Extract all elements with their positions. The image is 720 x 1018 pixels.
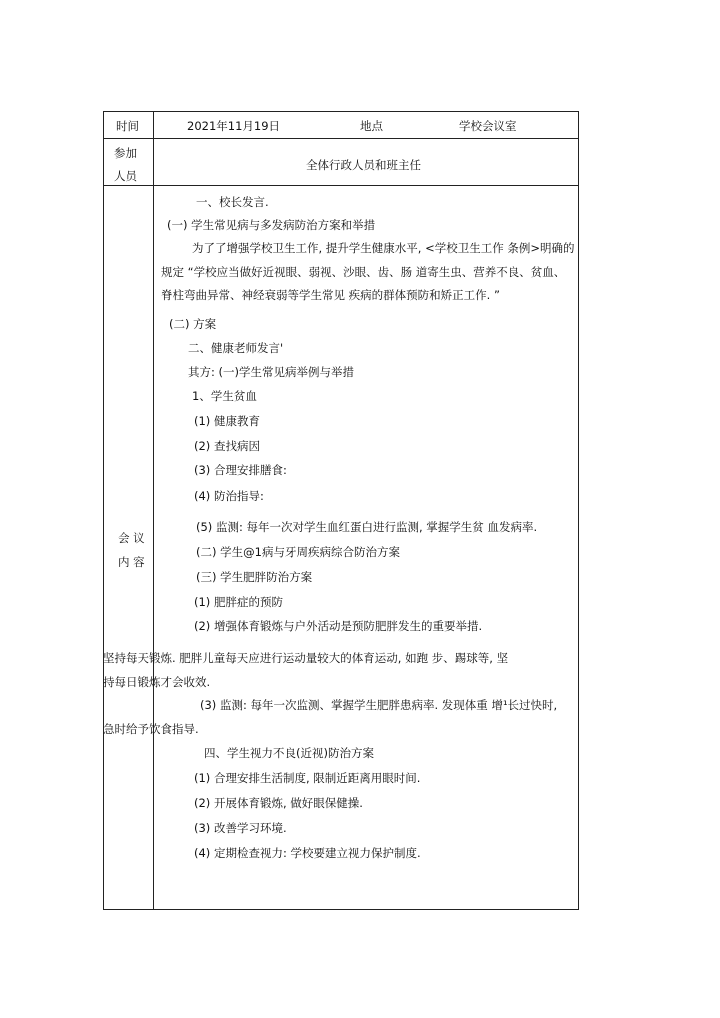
participants-value: 全体行政人员和班主任: [306, 158, 421, 172]
content-line: 其方: (一)学生常见病举例与举措: [188, 365, 355, 379]
content-line: 四、学生视力不良(近视)防治方案: [204, 746, 374, 760]
content-line: (一) 学生常见病与多发病防治方案和举措: [167, 218, 376, 232]
content-label-line2: 内 容: [118, 555, 145, 569]
content-line: (4) 防治指导:: [194, 489, 264, 503]
time-value: 2021年11月19日: [187, 119, 281, 133]
content-line: (2) 增强体育锻炼与户外活动是预防肥胖发生的重要举措.: [194, 619, 483, 633]
participants-label-line2: 人员: [114, 169, 137, 183]
content-line: (4) 定期检查视力: 学校要建立视力保护制度.: [194, 846, 421, 860]
content-line: 坚持每天锻炼. 肥胖儿童每天应进行运动量较大的体育运动, 如跑 步、踢球等, 坚: [103, 651, 509, 665]
content-line: (1) 肥胖症的预防: [194, 595, 283, 609]
content-line: 1、学生贫血: [192, 389, 257, 403]
content-line: (二) 学生@1病与牙周疾病综合防治方案: [196, 545, 400, 559]
content-line: (二) 方案: [169, 317, 217, 331]
content-line: (1) 健康教育: [194, 414, 260, 428]
content-line: (三) 学生肥胖防治方案: [196, 570, 313, 584]
content-line: 急时给予饮食指导.: [103, 722, 199, 736]
place-value: 学校会议室: [459, 119, 517, 133]
meeting-record-table: [103, 111, 579, 910]
content-line: (3) 合理安排膳食:: [194, 463, 287, 477]
content-line: 脊柱弯曲异常、神经衰弱等学生常见 疾病的群体预防和矫正工作. ”: [161, 288, 500, 302]
column-divider: [153, 112, 154, 909]
content-line: 一、校长发言.: [196, 195, 269, 209]
content-line: 二、健康老师发言': [188, 341, 284, 355]
row-divider-2: [104, 185, 578, 186]
content-line: 为了了增强学校卫生工作, 提升学生健康水平, <学校卫生工作 条例>明确的: [192, 241, 575, 255]
time-label: 时间: [116, 119, 139, 133]
place-label: 地点: [360, 119, 383, 133]
content-line: 持每日锻炼才会收效.: [103, 675, 211, 689]
content-line: (3) 改善学习环境.: [194, 821, 287, 835]
row-divider-1: [104, 138, 578, 139]
participants-label-line1: 参加: [114, 146, 137, 160]
content-label-line1: 会 议: [118, 531, 145, 545]
content-line: 规定 “学校应当做好近视眼、弱视、沙眼、齿、肠 道寄生虫、营养不良、贫血、: [161, 265, 566, 279]
content-line: (2) 开展体育锻炼, 做好眼保健操.: [194, 796, 363, 810]
content-line: (5) 监测: 每年一次对学生血红蛋白进行监测, 掌握学生贫 血发病率.: [196, 520, 538, 534]
content-line: (2) 查找病因: [194, 439, 260, 453]
content-line: (3) 监测: 每年一次监测、掌握学生肥胖患病率. 发现体重 增¹长过快时,: [200, 698, 558, 712]
content-line: (1) 合理安排生活制度, 限制近距离用眼时间.: [194, 771, 421, 785]
